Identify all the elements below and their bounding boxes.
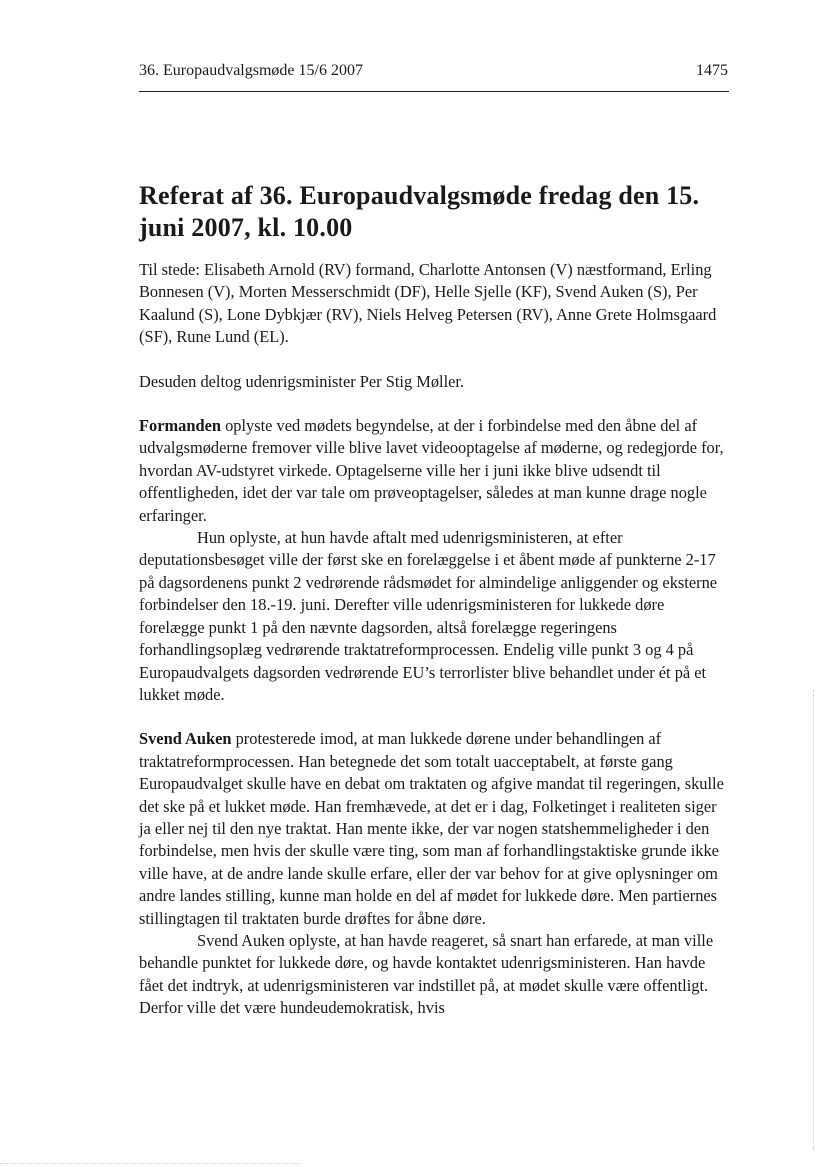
- document-body: [139, 259, 731, 1020]
- paragraph: [139, 415, 731, 527]
- scan-edge-artifact: [813, 690, 814, 1150]
- paragraph-text: protesterede imod, at man lukkede dørene under behandlingen af traktatreformprocessen. Han betegnede det som totalt uacceptabelt, at første gang Europaudvalget skulle have en debat om traktaten og afgive mandat til regeringen, skulle det ske på et lukket møde. Han fremhævede, at det er i dag, Folketinget i realiteten siger ja eller nej til den nye traktat. Han mente ikke, der var nogen statshemmeligheder i den forbindelse, men hvis der skulle være ting, som man af forhandlingstaktiske grunde ikke ville have, at de andre lande skulle erfare, eller der var behov for at give oplysninger om andre landes stilling, kunne man holde en del af mødet for lukkede døre. Men partiernes stillingtagen til traktaten burde drøftes for åbne døre.: [139, 729, 724, 928]
- paragraph: [139, 728, 731, 930]
- speaker-name: Svend Auken: [139, 729, 232, 749]
- document-title: Referat af 36. Europaudvalgsmøde fredag den 15. juni 2007, kl. 10.00: [139, 181, 700, 242]
- page-number: 1475: [696, 62, 728, 79]
- attendance-paragraph: Til stede: Elisabeth Arnold (RV) formand, Charlotte Antonsen (V) næstformand, Erling Bonnesen (V), Morten Messerschmidt (DF), Helle Sjelle (KF), Svend Auken (S), Per Kaalund (S), Lone Dybkjær (RV), Niels Helveg Petersen (RV), Anne Grete Holmsgaard (SF), Rune Lund (EL).: [139, 260, 717, 347]
- paragraph: Hun oplyste, at hun havde aftalt med udenrigsministeren, at efter deputationsbesøget ville der først ske en forelæggelse i et åbent møde af punkterne 2-17 på dagsordenens punkt 2 vedrørende rådsmødet for almindelige anliggender og eksterne forbindelser den 18.-19. juni. Derefter ville udenrigsministeren for lukkede døre forelægge punkt 1 på den nævnte dagsorden, altså forelægge regeringens forhandlingsoplæg vedrørende traktatreformprocessen. Endelig ville punkt 3 og 4 på Europaudvalgets dagsorden vedrørende EU’s terrorlister blive behandlet under ét på et lukket møde.: [139, 528, 718, 704]
- running-title: 36. Europaudvalgsmøde 15/6 2007: [139, 62, 363, 79]
- scan-bottom-artifact: [0, 1163, 300, 1164]
- paragraph: Svend Auken oplyste, at han havde reageret, så snart han erfarede, at man ville behandle punktet for lukkede døre, og havde kontaktet udenrigsministeren. Han havde fået det indtryk, at udenrigsministeren var indstillet på, at mødet skulle være offentligt. Derfor ville det være hundeudemokratisk, hvis: [139, 930, 714, 1018]
- also-present-paragraph: Desuden deltog udenrigsminister Per Stig Møller.: [139, 371, 465, 391]
- header-rule: [139, 91, 729, 92]
- paragraph-text: oplyste ved mødets begyndelse, at der i forbindelse med den åbne del af udvalgsmøderne fremover ville blive lavet videooptagelse af møderne, og redegjorde for, hvordan AV-udstyret virkede. Optagelserne ville her i juni ikke blive udsendt til offentligheden, idet der var tale om prøveoptagelser, således at man kunne drage nogle erfaringer.: [139, 416, 724, 525]
- speaker-name: Formanden: [139, 416, 221, 436]
- running-header: [139, 62, 728, 80]
